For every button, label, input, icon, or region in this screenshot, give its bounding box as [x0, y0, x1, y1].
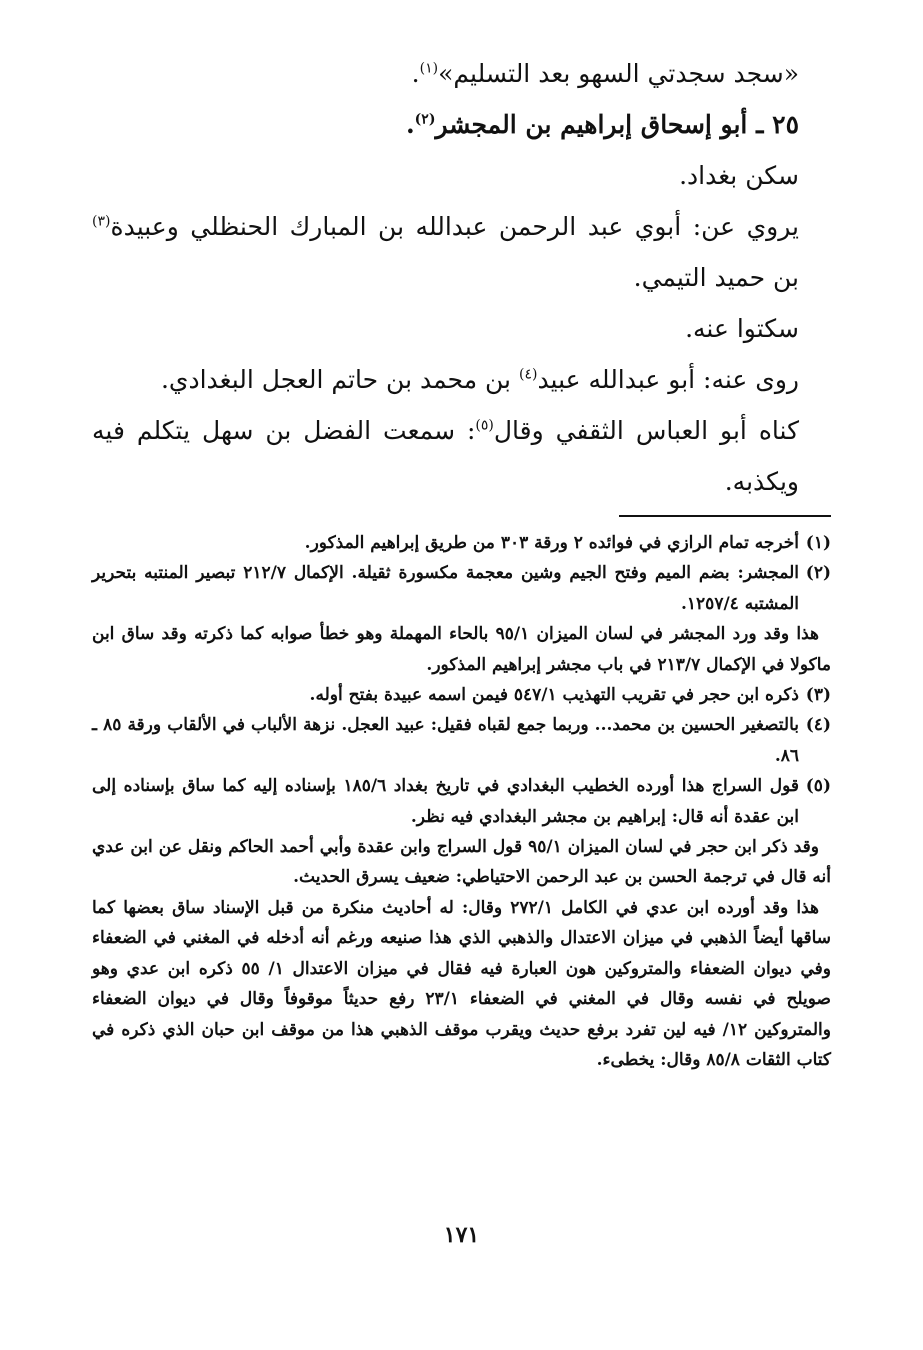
footnote-ref-5: (٥)	[475, 417, 494, 434]
narrates-from-paragraph: يروي عن: أبوي عبد الرحمن عبدالله بن المبارك الحنظلي وعبيدة$^{(٣)}$ بن حميد التيمي.	[92, 212, 799, 292]
footnotes	[92, 528, 831, 1075]
footnote-ref-2: (٢)	[414, 111, 436, 128]
kunya-paragraph: كناه أبو العباس الثقفي وقال$^{(٥)}$: سمعت الفضل بن سهل يتكلم فيه ويكذبه.	[92, 416, 799, 496]
hadith-line: «سجد سجدتي السهو بعد التسليم»$^{(١)}$.	[411, 59, 799, 88]
main-text	[92, 48, 831, 507]
footnote-number: (٢)	[805, 563, 832, 584]
footnote-5-continuation-1: وقد ذكر ابن حجر في لسان الميزان ٩٥/١ قول السراج وابن عقدة وأبي أحمد الحاكم ونقل عن ابن عدي أنه قال في ترجمة الحسن بن عبد الرحمن الاحتياطي: ضعيف يسرق الحديث.	[92, 837, 831, 888]
entry-heading: ٢٥ ـ أبو إسحاق إبراهيم بن المجشر$^{(٢)}$.	[405, 110, 799, 139]
footnote-text: ذكره ابن حجر في تقريب التهذيب ٥٤٧/١ فيمن اسمه عبيدة بفتح أوله.	[309, 685, 799, 706]
footnote-3	[92, 680, 831, 710]
footnote-number: (٤)	[805, 715, 831, 736]
residence-line: سكن بغداد.	[679, 161, 799, 190]
footnote-text: بالتصغير الحسين بن محمد... وربما جمع لقباه فقيل: عبيد العجل. نزهة الألباب في الألقاب ورقة ٨٥ ـ ٨٦.	[92, 715, 799, 766]
entry-name: أبو إسحاق إبراهيم بن المجشر	[435, 110, 748, 139]
footnote-2	[92, 558, 831, 619]
footnote-4	[92, 710, 831, 771]
footnote-number: (٥)	[805, 776, 831, 797]
footnote-number: (١)	[805, 533, 831, 553]
footnote-1	[92, 528, 831, 558]
silence-line: سكتوا عنه.	[685, 314, 799, 343]
footnote-text: قول السراج هذا أورده الخطيب البغدادي في تاريخ بغداد ١٨٥/٦ بإسناده إليه كما ساق بإسناده إلى ابن عقدة أنه قال: إبراهيم بن مجشر البغدادي فيه نظر.	[92, 776, 799, 827]
footnote-5-continuation-2: هذا وقد أورده ابن عدي في الكامل ٢٧٢/١ وقال: له أحاديث منكرة من قبل الإسناد ساق بعضها كما ساقها أيضاً الذهبي في ميزان الاعتدال والذهبي الذي هذا صنيعه ورغم أنه أدخله في المغني في الضعفاء وفي ديوان الضعفاء والمتروكين هون العبارة فيه فقال في ميزان الاعتدال ١/ ٥٥ ذكره ابن عدي وهو صويلح في نفسه وقال في المغني في الضعفاء ٢٣/١ رفع حديثاً موقوفاً وقال في ديوان الضعفاء والمتروكين ١٢/ فيه لين تفرد برفع حديث ويقرب موقف الذهبي هذا من موقف ابن حبان الذي ذكره في كتاب الثقات ٨٥/٨ وقال: يخطىء.	[92, 897, 831, 1070]
footnote-ref-3: (٣)	[92, 213, 111, 230]
footnote-ref-1: (١)	[419, 60, 439, 77]
page-number: ١٧١	[443, 1222, 480, 1248]
footnote-text: أخرجه تمام الرازي في فوائده ٢ ورقة ٣٠٣ من طريق إبراهيم المذكور.	[304, 533, 799, 553]
footnote-2-continuation: هذا وقد ورد المجشر في لسان الميزان ٩٥/١ بالحاء المهملة وهو خطأ صوابه كما ذكرته وقد ساق ابن ماكولا في الإكمال ٢١٣/٧ في باب مجشر إبراهيم المذكور.	[92, 624, 831, 675]
entry-number: ٢٥ ـ	[756, 110, 799, 139]
footnote-number: (٣)	[805, 685, 831, 706]
footnote-5	[92, 771, 831, 832]
narrated-by-paragraph: روى عنه: أبو عبدالله عبيد$^{(٤)}$ بن محمد بن حاتم العجل البغدادي.	[160, 365, 799, 394]
footnote-ref-4: (٤)	[518, 366, 538, 383]
footnote-text: المجشر: بضم الميم وفتح الجيم وشين معجمة مكسورة ثقيلة. الإكمال ٢١٢/٧ تبصير المنتبه بتحرير المشتبه ١٢٥٧/٤.	[92, 563, 800, 614]
footnote-divider	[619, 515, 831, 517]
